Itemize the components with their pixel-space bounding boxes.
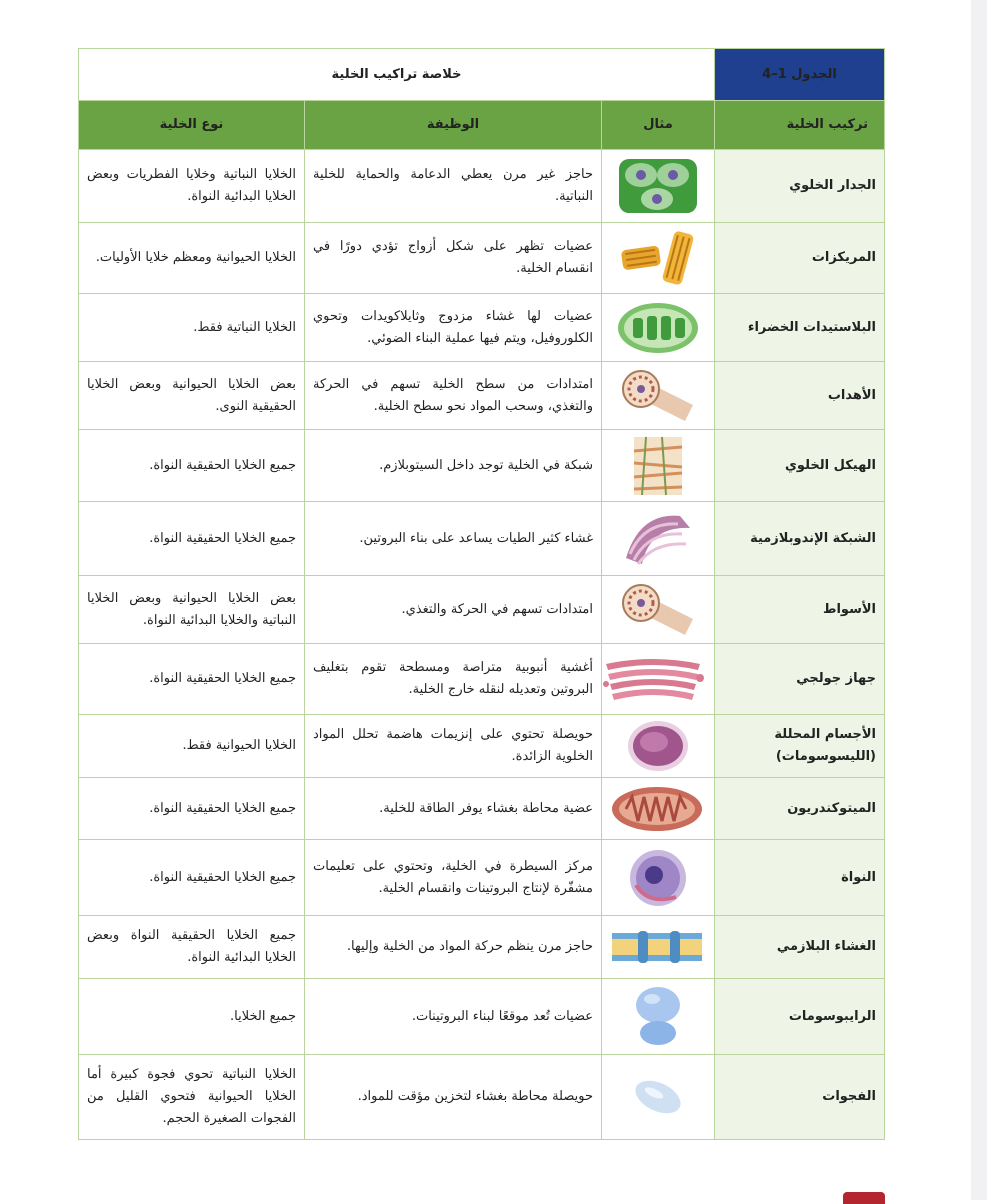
lysosome-icon	[623, 718, 693, 774]
cell-type-text: الخلايا الحيوانية ومعظم خلايا الأوليات.	[79, 223, 305, 294]
header-structure: تركيب الخلية	[715, 101, 885, 150]
example-image	[602, 576, 715, 644]
example-image	[602, 223, 715, 294]
structure-name: الأهداب	[715, 362, 885, 430]
example-image	[602, 778, 715, 840]
function-text: عضيات تظهر على شكل أزواج تؤدي دورًا في انقسام الخلية.	[305, 223, 602, 294]
cell-type-text: الخلايا النباتية فقط.	[79, 294, 305, 362]
chloroplast-icon	[615, 300, 701, 356]
structure-name: الرايبوسومات	[715, 979, 885, 1055]
cell-type-text: الخلايا النباتية تحوي فجوة كبيرة أما الخلايا الحيوانية فتحوي القليل من الفجوات الصغيرة الحجم.	[79, 1055, 305, 1140]
example-image	[602, 979, 715, 1055]
example-image	[602, 644, 715, 715]
table-row	[79, 294, 885, 362]
table-row	[79, 778, 885, 840]
structure-name: الجدار الخلوي	[715, 150, 885, 223]
cell-type-text: جميع الخلايا الحقيقية النواة وبعض الخلايا البدائية النواة.	[79, 916, 305, 979]
cell-type-text: جميع الخلايا الحقيقية النواة.	[79, 644, 305, 715]
example-image	[602, 430, 715, 502]
function-text: غشاء كثير الطيات يساعد على بناء البروتين.	[305, 502, 602, 576]
structure-name: الميتوكندريون	[715, 778, 885, 840]
example-image	[602, 294, 715, 362]
cell-type-text: الخلايا النباتية وخلايا الفطريات وبعض الخلايا البدائية النواة.	[79, 150, 305, 223]
table-title: خلاصة تراكيب الخلية	[79, 49, 715, 101]
endoplasmic-reticulum-icon	[620, 508, 696, 570]
structure-name: الفجوات	[715, 1055, 885, 1140]
cell-type-text: جميع الخلايا.	[79, 979, 305, 1055]
structure-name: الأسواط	[715, 576, 885, 644]
table-row	[79, 150, 885, 223]
structure-name: الغشاء البلازمي	[715, 916, 885, 979]
table-row	[79, 1055, 885, 1140]
example-image	[602, 916, 715, 979]
nucleus-icon	[626, 845, 690, 911]
cell-type-text: جميع الخلايا الحقيقية النواة.	[79, 840, 305, 916]
function-text: امتدادات تسهم في الحركة والتغذي.	[305, 576, 602, 644]
structure-name: الشبكة الإندوبلازمية	[715, 502, 885, 576]
scrollbar-track[interactable]	[971, 0, 987, 1200]
cell-type-text: بعض الخلايا الحيوانية وبعض الخلايا النباتية والخلايا البدائية النواة.	[79, 576, 305, 644]
table-row	[79, 979, 885, 1055]
table-row	[79, 916, 885, 979]
cell-type-text: جميع الخلايا الحقيقية النواة.	[79, 502, 305, 576]
cell-type-text: الخلايا الحيوانية فقط.	[79, 715, 305, 778]
function-text: حويصلة تحتوي على إنزيمات هاضمة تحلل المواد الخلوية الزائدة.	[305, 715, 602, 778]
vacuole-icon	[630, 1075, 686, 1119]
header-example: مثال	[602, 101, 715, 150]
table-row	[79, 502, 885, 576]
function-text: مركز السيطرة في الخلية، وتحتوي على تعليمات مشفّرة لإنتاج البروتينات وانقسام الخلية.	[305, 840, 602, 916]
example-image	[602, 150, 715, 223]
cell-structures-table	[78, 48, 885, 1140]
cytoskeleton-icon	[628, 433, 688, 499]
cell-type-text: جميع الخلايا الحقيقية النواة.	[79, 430, 305, 502]
structure-name: النواة	[715, 840, 885, 916]
ribosome-icon	[630, 983, 686, 1051]
header-cell-type: نوع الخلية	[79, 101, 305, 150]
example-image	[602, 715, 715, 778]
table-row	[79, 430, 885, 502]
function-text: حاجز مرن ينظم حركة المواد من الخلية وإليها.	[305, 916, 602, 979]
structure-name: جهاز جولجي	[715, 644, 885, 715]
header-function: الوظيفة	[305, 101, 602, 150]
table-row	[79, 223, 885, 294]
table-row	[79, 576, 885, 644]
cell-type-text: بعض الخلايا الحيوانية وبعض الخلايا الحقيقية النوى.	[79, 362, 305, 430]
table-number: الجدول 1–4	[715, 49, 885, 101]
example-image	[602, 1055, 715, 1140]
function-text: شبكة في الخلية توجد داخل السيتوبلازم.	[305, 430, 602, 502]
function-text: حويصلة محاطة بغشاء لتخزين مؤقت للمواد.	[305, 1055, 602, 1140]
table-row	[79, 362, 885, 430]
structure-name: الأجسام المحللة (الليسوسومات)	[715, 715, 885, 778]
table-header-row	[79, 101, 885, 150]
structure-name: المريكزات	[715, 223, 885, 294]
cell-wall-icon	[615, 153, 701, 219]
golgi-icon	[600, 650, 706, 708]
function-text: امتدادات من سطح الخلية تسهم في الحركة والتغذي، وسحب المواد نحو سطح الخلية.	[305, 362, 602, 430]
mitochondrion-icon	[608, 783, 706, 835]
table-row	[79, 715, 885, 778]
example-image	[602, 362, 715, 430]
function-text: عضيات تُعد موقعًا لبناء البروتينات.	[305, 979, 602, 1055]
table-title-row	[79, 49, 885, 101]
example-image	[602, 840, 715, 916]
page-number-badge	[843, 1192, 885, 1204]
structure-name: الهيكل الخلوي	[715, 430, 885, 502]
flagella-icon	[615, 579, 701, 641]
centrioles-icon	[616, 228, 700, 288]
example-image	[602, 502, 715, 576]
cilia-icon	[615, 365, 701, 427]
plasma-membrane-icon	[608, 927, 706, 967]
table-row	[79, 644, 885, 715]
function-text: عضيات لها غشاء مزدوج وثايلاكويدات وتحوي الكلوروفيل، ويتم فيها عملية البناء الضوئي.	[305, 294, 602, 362]
function-text: عضية محاطة بغشاء يوفر الطاقة للخلية.	[305, 778, 602, 840]
table-row	[79, 840, 885, 916]
cell-type-text: جميع الخلايا الحقيقية النواة.	[79, 778, 305, 840]
function-text: حاجز غير مرن يعطي الدعامة والحماية للخلية النباتية.	[305, 150, 602, 223]
function-text: أغشية أنبوبية متراصة ومسطحة تقوم بتغليف البروتين وتعديله لنقله خارج الخلية.	[305, 644, 602, 715]
structure-name: البلاستيدات الخضراء	[715, 294, 885, 362]
